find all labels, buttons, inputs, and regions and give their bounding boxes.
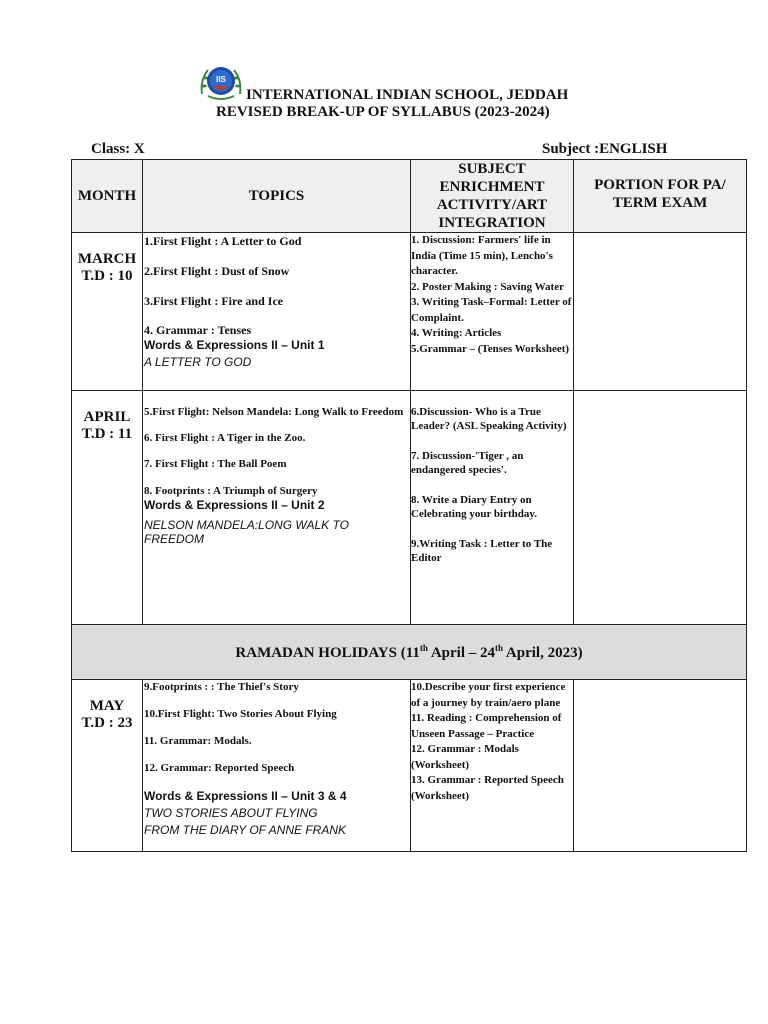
topic-item: 5.First Flight: Nelson Mandela: Long Walk to Freedom xyxy=(144,406,404,418)
svg-text:IIS: IIS xyxy=(216,75,226,84)
topic-item: 3.First Flight : Fire and Ice xyxy=(144,294,284,308)
topic-item: 1.First Flight : A Letter to God xyxy=(144,234,302,248)
activity-item: 13. Grammar : Reported Speech (Worksheet) xyxy=(411,774,564,802)
topics-cell-april xyxy=(143,391,411,625)
activity-item: 7. Discussion-'Tiger , an endangered species'. xyxy=(411,450,524,476)
topic-item: 11. Grammar: Modals. xyxy=(144,735,252,747)
activity-item: 8. Write a Diary Entry on Celebrating your birthday. xyxy=(411,494,538,520)
topics-cell-may xyxy=(143,680,411,852)
italic-chapter: TWO STORIES ABOUT FLYING xyxy=(144,806,318,820)
activity-item: 1. Discussion: Farmers' life in India (Time 15 min), Lencho's character. xyxy=(411,234,553,277)
italic-chapter: NELSON MANDELA:LONG WALK TO FREEDOM xyxy=(144,518,349,546)
teaching-days: T.D : 23 xyxy=(81,715,133,731)
words-expressions-label: Words & Expressions II – Unit 2 xyxy=(144,498,325,512)
school-logo xyxy=(198,64,244,102)
table-row-may xyxy=(72,680,747,852)
topic-item: 12. Grammar: Reported Speech xyxy=(144,762,295,774)
activity-item: 6.Discussion- Who is a True Leader? (ASL Speaking Activity) xyxy=(411,406,567,432)
italic-chapter: A LETTER TO GOD xyxy=(144,355,252,369)
school-name: INTERNATIONAL INDIAN SCHOOL, JEDDAH xyxy=(246,87,569,103)
italic-chapter: FROM THE DIARY OF ANNE FRANK xyxy=(144,823,347,837)
month-cell-april xyxy=(72,391,143,625)
header-month: MONTH xyxy=(72,160,143,233)
activity-item: 12. Grammar : Modals (Worksheet) xyxy=(411,743,519,771)
topic-item: 9.Footprints : : The Thief's Story xyxy=(144,681,299,693)
month-cell-march xyxy=(72,233,143,391)
activity-item: 10.Describe your first experience of a journey by train/aero plane xyxy=(411,681,566,709)
table-header-row xyxy=(72,160,747,233)
portion-cell-march xyxy=(574,233,747,391)
activity-cell-march xyxy=(411,233,574,391)
portion-cell-may xyxy=(574,680,747,852)
topic-item: 4. Grammar : Tenses xyxy=(144,323,252,337)
holiday-sup: th xyxy=(494,642,503,653)
words-expressions-label: Words & Expressions II – Unit 1 xyxy=(144,338,325,352)
portion-cell-april xyxy=(574,391,747,625)
holiday-text-end: April, 2023) xyxy=(503,644,583,661)
month-name: APRIL xyxy=(83,409,131,425)
document-title: REVISED BREAK-UP OF SYLLABUS (2023-2024) xyxy=(216,104,550,120)
holiday-text-middle: April – 24 xyxy=(427,644,495,661)
month-name: MARCH xyxy=(77,251,137,267)
activity-item: 5.Grammar – (Tenses Worksheet) xyxy=(411,342,570,355)
activity-cell-april xyxy=(411,391,574,625)
topics-cell-march xyxy=(143,233,411,391)
topic-item: 8. Footprints : A Triumph of Surgery xyxy=(144,485,318,497)
table-row-holiday xyxy=(72,625,747,680)
subject-label: Subject :ENGLISH xyxy=(542,141,668,157)
activity-item: 2. Poster Making : Saving Water xyxy=(411,280,564,293)
activity-item: 9.Writing Task : Letter to The Editor xyxy=(411,538,553,564)
holiday-banner xyxy=(72,625,747,680)
table-row-april xyxy=(72,391,747,625)
teaching-days: T.D : 10 xyxy=(81,268,133,284)
header-activity: SUBJECT ENRICHMENT ACTIVITY/ART INTEGRATION xyxy=(411,160,574,233)
activity-item: 11. Reading : Comprehension of Unseen Passage – Practice xyxy=(411,712,562,740)
month-name: MAY xyxy=(89,698,125,714)
activity-item: 4. Writing: Articles xyxy=(411,327,502,339)
topic-item: 10.First Flight: Two Stories About Flying xyxy=(144,708,337,720)
words-expressions-label: Words & Expressions II – Unit 3 & 4 xyxy=(144,789,347,803)
activity-cell-may xyxy=(411,680,574,852)
teaching-days: T.D : 11 xyxy=(81,426,133,442)
topic-item: 7. First Flight : The Ball Poem xyxy=(144,458,287,470)
class-label: Class: X xyxy=(91,141,145,157)
topic-item: 2.First Flight : Dust of Snow xyxy=(144,264,290,278)
header-topics: TOPICS xyxy=(143,160,411,233)
topic-item: 6. First Flight : A Tiger in the Zoo. xyxy=(144,432,306,444)
activity-item: 3. Writing Task–Formal: Letter of Complaint. xyxy=(411,296,572,324)
month-cell-may xyxy=(72,680,143,852)
syllabus-table xyxy=(71,159,747,852)
table-row-march xyxy=(72,233,747,391)
holiday-sup: th xyxy=(419,642,428,653)
holiday-text-start: RAMADAN HOLIDAYS (11 xyxy=(235,644,420,661)
header-portion: PORTION FOR PA/ TERM EXAM xyxy=(574,160,747,233)
